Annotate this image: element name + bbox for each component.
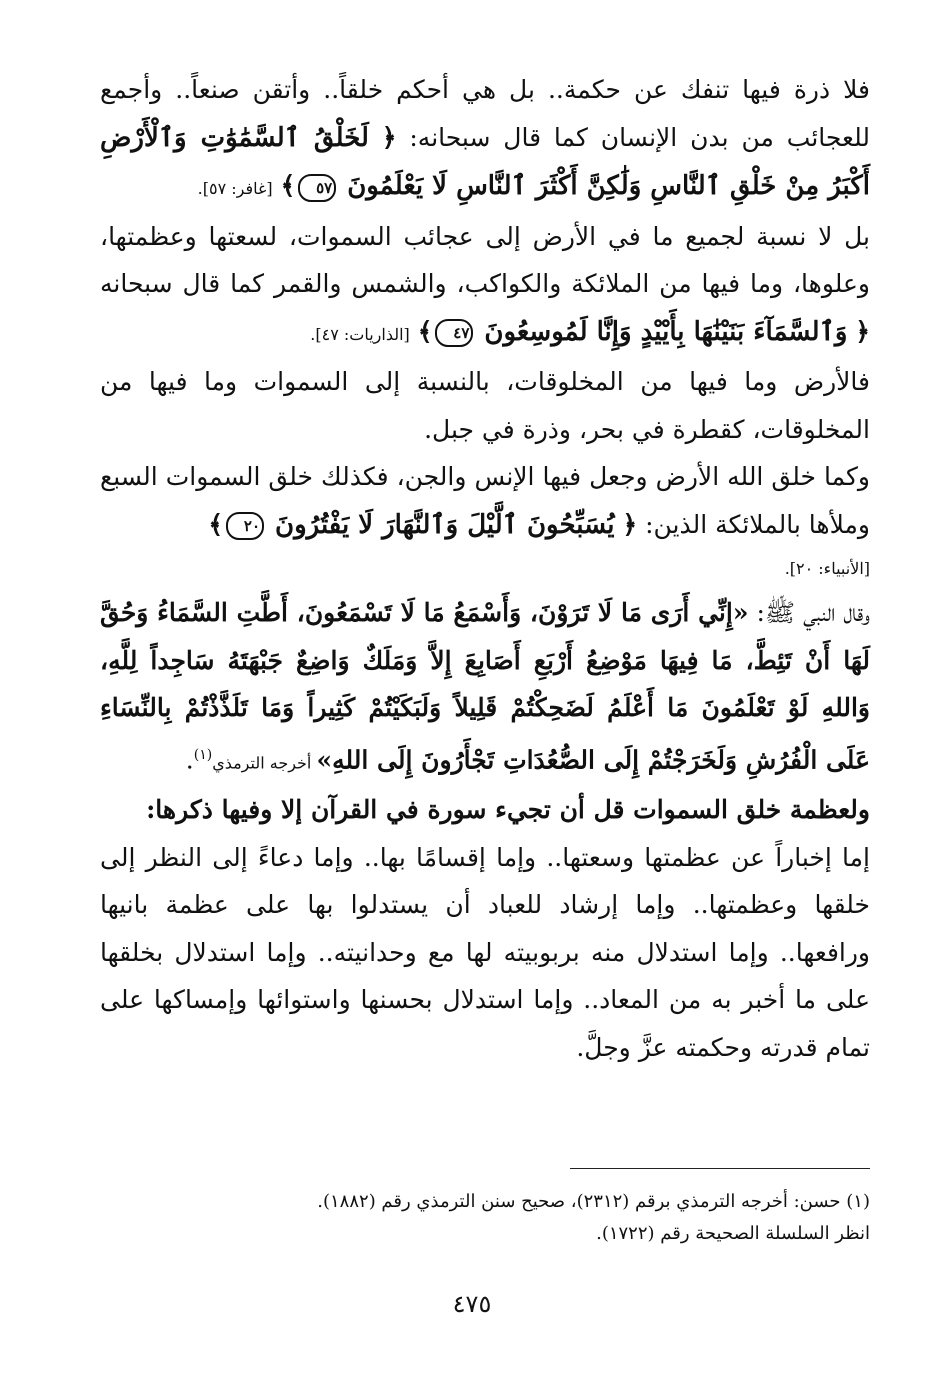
paragraph-6-text: إما إخباراً عن عظمتها وسعتها.. وإما إقسامًا بها.. وإما دعاءً إلى النظر إلى خلقها وعظمتها.. وإما إرشاد للعباد أن يستدلوا بها على عظمة بانيها ورافعها.. وإما استدلال منه بربوبيته لها مع وحدانيته.. وإما استدلال بخلقها على ما أخبر به من المعاد.. وإما استدلال بحسنها واستوائها وإمساكها على تمام قدرته وحكمته عزَّ وجلَّ. — [100, 842, 870, 1062]
paragraph-5-intro: وقال النبي ﷺ: — [748, 598, 871, 627]
quran-brace-close: ﴾ — [208, 509, 224, 539]
verse-reference: [غافر: ٥٧]. — [197, 179, 273, 198]
footnote-separator — [570, 1168, 870, 1169]
ayah-number-marker: ٥٧ — [298, 174, 336, 202]
paragraph-5 — [100, 589, 870, 786]
page-body — [100, 66, 870, 1071]
quran-brace-open: ﴿ — [381, 122, 397, 152]
paragraph-2-text: بل لا نسبة لجميع ما في الأرض إلى عجائب السموات، لسعتها وعظمتها، وعلوها، وما فيها من الملائكة والكواكب، والشمس والقمر كما قال سبحانه — [100, 221, 870, 298]
footnote-1: (١) حسن: أخرجه الترمذي برقم (٢٣١٢)، صحيح سنن الترمذي رقم (١٨٨٢). — [317, 1191, 870, 1212]
paragraph-1-text: فلا ذرة فيها تنفك عن حكمة.. بل هي أحكم خلقاً.. وأتقن صنعاً.. وأجمع للعجائب من بدن الإنسان كما قال سبحانه: — [100, 75, 870, 152]
paragraph-1 — [100, 66, 870, 213]
quran-verse-ghafir: لَخَلْقُ ٱلسَّمَٰوَٰتِ وَٱلْأَرْضِ أَكْبَرُ مِنْ خَلْقِ ٱلنَّاسِ وَلَٰكِنَّ أَكْثَرَ ٱلنَّاسِ لَا يَعْلَمُونَ — [100, 122, 870, 201]
quran-brace-close: ﴾ — [417, 316, 433, 346]
verse-reference-line — [100, 549, 870, 589]
section-heading: ولعظمة خلق السموات قل أن تجيء سورة في القرآن إلا وفيها ذكرها: — [146, 795, 870, 825]
hadith-text: «إِنِّي أَرَى مَا لَا تَرَوْنَ، وَأَسْمَعُ مَا لَا تَسْمَعُونَ، أَطَّتِ السَّمَاءُ وَحُقَّ لَهَا أَنْ تَئِطَّ، مَا فِيهَا مَوْضِعُ أَرْبَعِ أَصَابِعَ إِلاَّ وَمَلَكٌ وَاضِعٌ جَبْهَتَهُ سَاجِداً لِلَّهِ، وَاللهِ لَوْ تَعْلَمُونَ مَا أَعْلَمُ لَضَحِكْتُمْ قَلِيلاً وَلَبَكَيْتُمْ كَثِيراً وَمَا تَلَذَّذْتُمْ بِالنِّسَاءِ عَلَى الْفُرُشِ وَلَخَرَجْتُمْ إِلَى الصُّعُدَاتِ تَجْأَرُونَ إِلَى اللهِ» — [100, 598, 870, 774]
paragraph-5-end: . — [185, 744, 194, 774]
footnote-marker[interactable]: (١) — [193, 746, 213, 763]
hadith-source: أخرجه الترمذي — [212, 752, 317, 772]
footnote-2: انظر السلسلة الصحيحة رقم (١٧٢٢). — [596, 1223, 870, 1244]
paragraph-3 — [100, 358, 870, 453]
footnotes — [100, 1186, 870, 1250]
quran-brace-open: ﴿ — [622, 509, 638, 539]
ayah-number-marker: ٢٠ — [226, 512, 264, 540]
paragraph-4 — [100, 453, 870, 549]
verse-reference: [الذاريات: ٤٧]. — [310, 324, 410, 344]
paragraph-2 — [100, 213, 870, 359]
paragraph-3-text: فالأرض وما فيها من المخلوقات، بالنسبة إلى السموات وما فيها من المخلوقات، كقطرة في بحر، وذرة في جبل. — [100, 367, 870, 444]
paragraph-6 — [100, 834, 870, 1072]
page-number: ٤٧٥ — [452, 1290, 492, 1318]
quran-brace-close: ﴾ — [280, 171, 296, 200]
ayah-number-marker: ٤٧ — [435, 319, 473, 347]
quran-brace-open: ﴿ — [855, 316, 870, 346]
paragraph-4-text: وكما خلق الله الأرض وجعل فيها الإنس والجن، فكذلك خلق السموات السبع وملأها بالملائكة الذين: — [100, 462, 870, 539]
quran-verse-dhariyat: وَٱلسَّمَآءَ بَنَيْنَٰهَا بِأَيْيْدٍ وَإِنَّا لَمُوسِعُونَ — [484, 316, 848, 347]
quran-verse-anbiya: يُسَبِّحُونَ ٱلَّيْلَ وَٱلنَّهَارَ لَا يَفْتُرُونَ — [274, 509, 615, 540]
verse-reference: [الأنبياء: ٢٠]. — [784, 559, 870, 578]
